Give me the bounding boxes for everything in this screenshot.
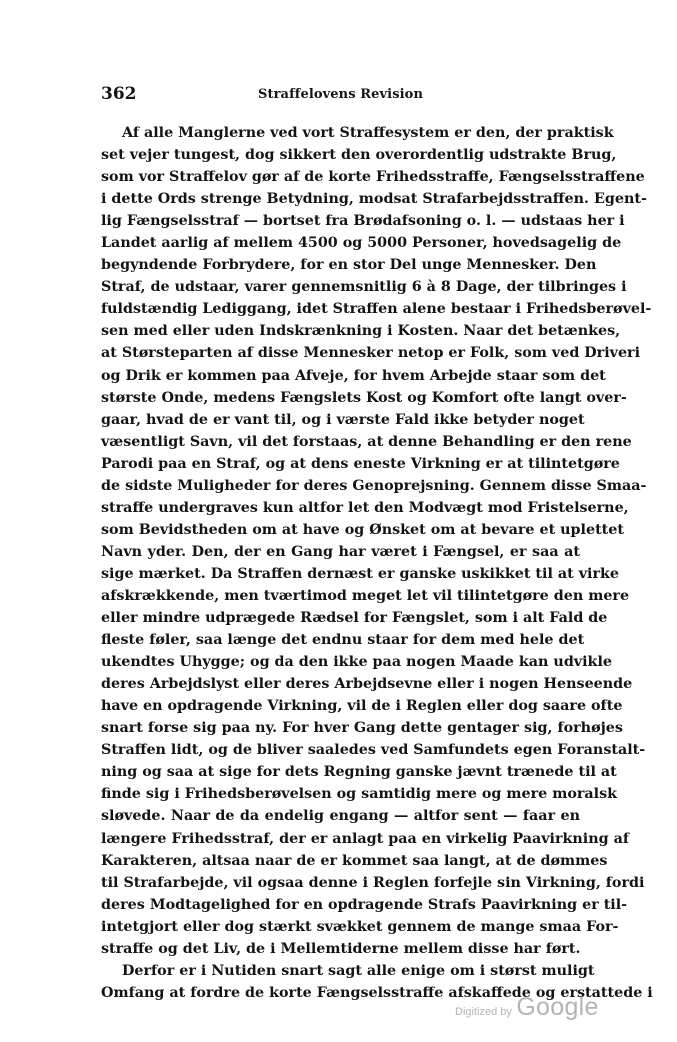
text-line: Karakteren, altsaa naar de er kommet saa langt, at de dømmes	[101, 852, 608, 869]
text-line: som Bevidstheden om at have og Ønsket om at bevare et uplettet	[101, 521, 624, 538]
text-line: have en opdragende Virkning, vil de i Reglen eller dog saare ofte	[101, 698, 623, 715]
text-line: straffe undergraves kun altfor let den Modvægt mod Fristelserne,	[101, 499, 629, 516]
text-line: Landet aarlig af mellem 4500 og 5000 Personer, hovedsagelig de	[101, 235, 622, 252]
text-line: lig Fængselsstraf — bortset fra Brødafsoning o. l. — udstaas her i	[101, 213, 625, 230]
text-line: ukendtes Uhygge; og da den ikke paa nogen Maade kan udvikle	[101, 654, 612, 671]
text-line: finde sig i Frihedsberøvelsen og samtidig mere og mere moralsk	[101, 786, 618, 803]
body-text	[101, 122, 653, 1004]
text-line: straffe og det Liv, de i Mellemtiderne mellem disse har ført.	[101, 940, 581, 957]
text-line: begyndende Forbrydere, for en stor Del unge Mennesker. Den	[101, 257, 597, 274]
running-title: Straffelovens Revision	[258, 87, 423, 102]
watermark-prefix: Digitized by	[455, 1006, 512, 1018]
page-header	[101, 84, 580, 106]
text-line: Omfang at fordre de korte Fængselsstraffe afskaffede og erstattede i	[101, 984, 653, 1001]
text-line: ning og saa at sige for dets Regning ganske jævnt trænede til at	[101, 764, 617, 781]
text-line: Navn yder. Den, der en Gang har været i Fængsel, er saa at	[101, 543, 580, 560]
text-line: afskrækkende, men tværtimod meget let vil tilintetgøre den mere	[101, 587, 630, 604]
text-line: i dette Ords strenge Betydning, modsat Strafarbejdsstraffen. Egent-	[101, 191, 647, 208]
text-line: at Størsteparten af disse Mennesker netop er Folk, som ved Driveri	[101, 345, 641, 362]
text-line: væsentligt Savn, vil det forstaas, at denne Behandling er den rene	[101, 433, 632, 450]
page-number: 362	[101, 84, 137, 104]
text-line: længere Frihedsstraf, der er anlagt paa en virkelig Paavirkning af	[101, 830, 630, 847]
text-line: Af alle Manglerne ved vort Straffesystem er den, der praktisk	[122, 125, 614, 141]
text-line: Parodi paa en Straf, og at dens eneste Virkning er at tilintetgøre	[101, 455, 620, 472]
text-line: deres Arbejdslyst eller deres Arbejdsevne eller i nogen Henseende	[101, 676, 633, 693]
text-line: som vor Straffelov gør af de korte Frihedsstraffe, Fængselsstraffene	[101, 169, 645, 186]
digitized-watermark	[455, 993, 599, 1022]
text-line: eller mindre udprægede Rædsel for Fængslet, som i alt Fald de	[101, 610, 608, 627]
text-line: største Onde, medens Fængslets Kost og Komfort ofte langt over-	[101, 389, 627, 406]
text-line: gaar, hvad de er vant til, og i værste Fald ikke betyder noget	[101, 411, 585, 428]
text-line: Straffen lidt, og de bliver saaledes ved Samfundets egen Foranstalt-	[101, 742, 646, 759]
text-line: Straf, de udstaar, varer gennemsnitlig 6 à 8 Dage, der tilbringes i	[101, 279, 627, 296]
text-line: Derfor er i Nutiden snart sagt alle enige om i størst muligt	[122, 962, 595, 979]
text-line: snart forse sig paa ny. For hver Gang dette gentager sig, forhøjes	[101, 720, 623, 737]
text-line: sige mærket. Da Straffen dernæst er ganske uskikket til at virke	[101, 565, 619, 582]
text-line: intetgjort eller dog stærkt svækket gennem de mange smaa For-	[101, 918, 619, 935]
google-logo: Google	[516, 993, 599, 1021]
text-line: set vejer tungest, dog sikkert den overordentlig udstrakte Brug,	[101, 147, 617, 164]
text-line: fuldstændig Lediggang, idet Straffen alene bestaar i Frihedsberøvel-	[101, 301, 652, 318]
text-line: sløvede. Naar de da endelig engang — altfor sent — faar en	[101, 808, 580, 825]
text-line: sen med eller uden Indskrænkning i Kosten. Naar det betænkes,	[101, 323, 621, 340]
text-line: fleste føler, saa længe det endnu staar for dem med hele det	[101, 632, 585, 649]
text-line: til Strafarbejde, vil ogsaa denne i Reglen forfejle sin Virkning, fordi	[101, 874, 645, 891]
text-line: de sidste Muligheder for deres Genoprejsning. Gennem disse Smaa-	[101, 477, 647, 494]
text-line: og Drik er kommen paa Afveje, for hvem Arbejde staar som det	[101, 367, 606, 384]
text-line: deres Modtagelighed for en opdragende Strafs Paavirkning er til-	[101, 896, 628, 913]
